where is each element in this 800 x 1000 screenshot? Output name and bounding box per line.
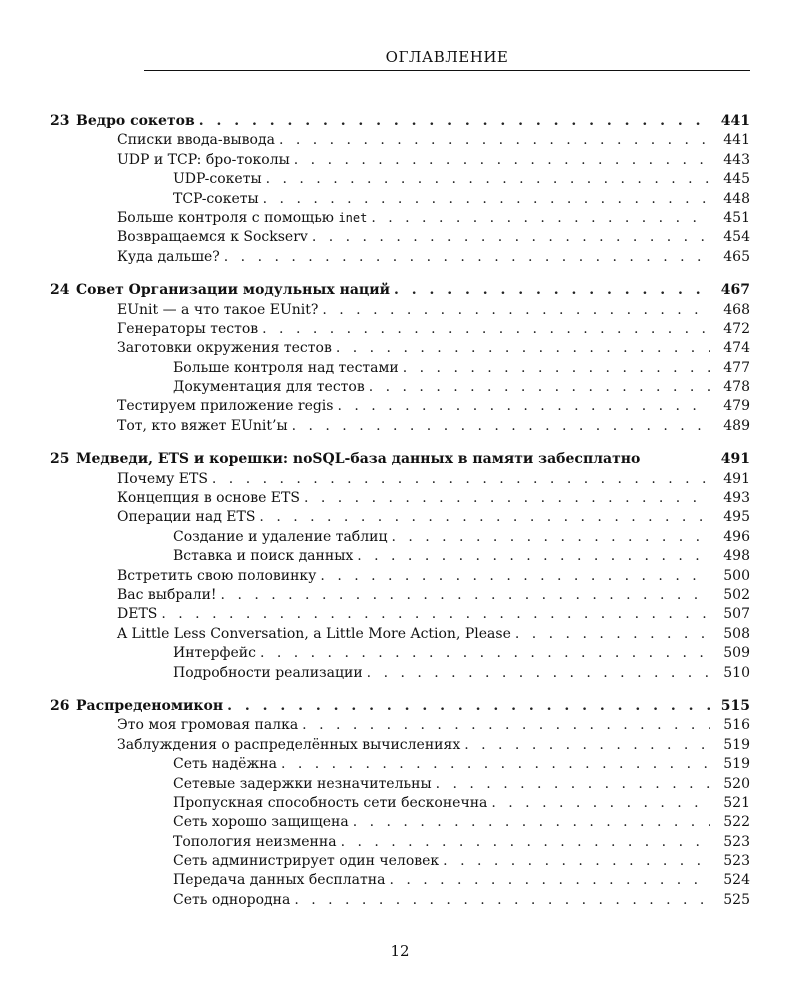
- entry-page: 500: [723, 567, 750, 584]
- dot-leader: [357, 547, 710, 566]
- dot-leader: [294, 151, 710, 170]
- dot-leader: [227, 697, 710, 716]
- toc-entry[interactable]: [50, 470, 750, 489]
- entry-title: [117, 586, 217, 605]
- chapter-number: 23: [50, 113, 70, 129]
- dot-leader: [263, 190, 710, 209]
- toc-entry[interactable]: [50, 813, 750, 832]
- toc-entry[interactable]: [50, 397, 750, 416]
- toc-chapter-heading[interactable]: [50, 112, 750, 131]
- entry-title-text: Сеть администрирует один человек: [173, 853, 440, 870]
- toc-entry[interactable]: [50, 339, 750, 358]
- entry-page: 468: [723, 301, 750, 318]
- entry-title-text: Почему ETS: [117, 470, 208, 487]
- dot-leader: [391, 528, 710, 547]
- entry-page: 523: [723, 833, 750, 850]
- entry-page: 448: [723, 190, 750, 207]
- entry-title-text: Тот, кто вяжет EUnit’ы: [117, 417, 288, 434]
- entry-page: 465: [723, 248, 750, 265]
- toc-chapter: [50, 281, 750, 436]
- toc-chapter-heading[interactable]: [50, 450, 750, 469]
- entry-title: [117, 301, 318, 320]
- entry-title: [117, 605, 157, 624]
- entry-page: 521: [723, 794, 750, 811]
- entry-page: 474: [723, 340, 750, 357]
- entry-title-text: Возвращаемся к Sockserv: [117, 229, 308, 246]
- toc-chapter: [50, 450, 750, 683]
- dot-leader: [337, 397, 710, 416]
- chapter-title: Распреденомикон: [76, 697, 224, 714]
- dot-leader: [199, 112, 710, 131]
- entry-title: [117, 470, 208, 489]
- entry-title: [117, 397, 333, 416]
- entry-page: 479: [723, 398, 750, 415]
- entry-page: 451: [723, 209, 750, 226]
- dot-leader: [224, 248, 710, 267]
- toc-entry[interactable]: [50, 716, 750, 735]
- entry-title: [173, 190, 259, 209]
- entry-title-text: Создание и удаление таблиц: [173, 528, 388, 545]
- dot-leader: [302, 716, 710, 735]
- entry-title-text: Подробности реализации: [173, 664, 363, 681]
- dot-leader: [403, 359, 710, 378]
- dot-leader: [367, 664, 710, 683]
- dot-leader: [389, 871, 710, 890]
- entry-title: [117, 151, 290, 170]
- entry-title-text: Это моя громовая палка: [117, 717, 299, 734]
- entry-page: 525: [723, 891, 750, 908]
- entry-title: [173, 359, 399, 378]
- chapter-page: 441: [720, 113, 750, 129]
- entry-title: [117, 248, 220, 267]
- toc-entry[interactable]: [50, 528, 750, 547]
- entry-title-text: Сеть однородна: [173, 891, 291, 908]
- toc-entry[interactable]: [50, 508, 750, 527]
- dot-leader: [322, 301, 710, 320]
- chapter-title: Ведро сокетов: [76, 113, 195, 129]
- chapter-page: 515: [720, 697, 750, 714]
- entry-page: 523: [723, 853, 750, 870]
- toc-entry[interactable]: [50, 228, 750, 247]
- entry-page: 520: [723, 775, 750, 792]
- dot-leader: [353, 813, 710, 832]
- toc-entry[interactable]: [50, 586, 750, 605]
- entry-page: 495: [723, 509, 750, 526]
- toc-entry[interactable]: [50, 417, 750, 436]
- toc-entry[interactable]: [50, 248, 750, 267]
- toc-entry[interactable]: [50, 320, 750, 339]
- toc-entry[interactable]: [50, 664, 750, 683]
- entry-title: [117, 716, 298, 735]
- entry-page: 509: [723, 645, 750, 662]
- entry-page: 508: [723, 625, 750, 642]
- entry-title: [117, 339, 332, 358]
- entry-title: [117, 417, 288, 436]
- entry-title-text: Заготовки окружения тестов: [117, 340, 332, 357]
- toc-entry[interactable]: [50, 378, 750, 397]
- toc-entry[interactable]: [50, 190, 750, 209]
- entry-title-text: Встретить свою половинку: [117, 567, 317, 584]
- entry-page: 489: [723, 417, 750, 434]
- entry-page: 524: [723, 872, 750, 889]
- entry-title: [173, 775, 432, 794]
- entry-page: 519: [723, 736, 750, 753]
- toc-chapter-heading[interactable]: [50, 697, 750, 716]
- toc-entry[interactable]: [50, 131, 750, 150]
- entry-page: 498: [723, 548, 750, 565]
- dot-leader: [341, 833, 710, 852]
- entry-title-text: Генераторы тестов: [117, 320, 259, 337]
- table-of-contents: [50, 112, 750, 924]
- dot-leader: [260, 644, 710, 663]
- toc-entry[interactable]: [50, 151, 750, 170]
- toc-entry[interactable]: [50, 794, 750, 813]
- entry-title-text: Топология неизменна: [173, 833, 337, 850]
- toc-entry[interactable]: [50, 625, 750, 644]
- chapter-number: 24: [50, 282, 70, 299]
- dot-leader: [266, 170, 710, 189]
- entry-title: [117, 320, 258, 339]
- toc-entry[interactable]: [50, 775, 750, 794]
- entry-page: 477: [723, 359, 750, 376]
- entry-page: 502: [723, 586, 750, 603]
- entry-title-text: TCP-сокеты: [173, 190, 259, 207]
- entry-title: [117, 508, 255, 527]
- toc-entry[interactable]: [50, 605, 750, 624]
- toc-entry[interactable]: [50, 644, 750, 663]
- toc-entry[interactable]: [50, 852, 750, 871]
- entry-code: inet: [338, 210, 368, 225]
- entry-title: [117, 625, 511, 644]
- entry-title-text: Больше контроля с помощью: [117, 209, 339, 226]
- entry-title-text: Заблуждения о распределённых вычислениях: [117, 736, 461, 753]
- entry-title: [173, 833, 337, 852]
- entry-title-text: Списки ввода-вывода: [117, 132, 275, 149]
- entry-title-text: UDP и TCP: бро-токолы: [117, 151, 290, 168]
- dot-leader: [259, 508, 710, 527]
- entry-title-text: Вставка и поиск данных: [173, 548, 354, 565]
- dot-leader: [212, 470, 710, 489]
- dot-leader: [294, 891, 710, 910]
- dot-leader: [394, 281, 710, 300]
- entry-page: 491: [723, 470, 750, 487]
- chapter-title: Медведи, ETS и корешки: noSQL-база данных в памяти забесплатно: [76, 451, 641, 468]
- entry-page: 519: [723, 756, 750, 773]
- entry-page: 454: [723, 229, 750, 246]
- entry-title: [173, 378, 365, 397]
- entry-title: [117, 131, 275, 150]
- entry-title: [173, 891, 290, 910]
- dot-leader: [281, 755, 710, 774]
- toc-entry[interactable]: [50, 489, 750, 508]
- entry-title: [173, 871, 385, 890]
- entry-page: 507: [723, 606, 750, 623]
- toc-entry[interactable]: [50, 567, 750, 586]
- entry-page: 516: [723, 717, 750, 734]
- entry-title-text: Сеть надёжна: [173, 756, 277, 773]
- toc-chapter: [50, 112, 750, 267]
- chapter-number: 26: [50, 697, 70, 714]
- entry-page: 522: [723, 814, 750, 831]
- entry-page: 493: [723, 490, 750, 507]
- page-number: 12: [390, 942, 410, 960]
- dot-leader: [371, 209, 710, 228]
- toc-chapter-heading[interactable]: [50, 281, 750, 300]
- entry-title: [173, 794, 487, 813]
- toc-entry[interactable]: [50, 833, 750, 852]
- entry-title: [173, 813, 349, 832]
- dot-leader: [464, 736, 710, 755]
- entry-page: 472: [723, 320, 750, 337]
- toc-entry[interactable]: [50, 209, 750, 228]
- entry-title-text: Куда дальше?: [117, 248, 220, 265]
- dot-leader: [436, 775, 710, 794]
- dot-leader: [369, 378, 710, 397]
- chapter-page: 491: [720, 451, 750, 468]
- entry-title-text: Документация для тестов: [173, 379, 365, 396]
- entry-title-text: Интерфейс: [173, 645, 256, 662]
- dot-leader: [336, 339, 710, 358]
- running-header: ОГЛАВЛЕНИЕ: [144, 48, 750, 71]
- entry-page: 445: [723, 171, 750, 188]
- dot-leader: [491, 794, 710, 813]
- chapter-page: 467: [720, 282, 750, 299]
- entry-title: [173, 547, 353, 566]
- entry-title: [173, 528, 387, 547]
- toc-chapter: [50, 697, 750, 910]
- entry-title: [173, 644, 256, 663]
- chapter-number: 25: [50, 451, 70, 468]
- entry-title: [117, 567, 316, 586]
- chapter-title: Совет Организации модульных наций: [76, 282, 391, 299]
- dot-leader: [320, 567, 710, 586]
- dot-leader: [279, 131, 710, 150]
- dot-leader: [262, 320, 710, 339]
- toc-entry[interactable]: [50, 359, 750, 378]
- toc-entry[interactable]: [50, 891, 750, 910]
- entry-title: [117, 736, 460, 755]
- entry-title: [173, 664, 363, 683]
- entry-title-text: DETS: [117, 606, 158, 623]
- entry-title-text: EUnit — а что такое EUnit?: [117, 301, 319, 318]
- entry-title: [117, 489, 300, 508]
- entry-title-text: Сетевые задержки незначительны: [173, 775, 432, 792]
- entry-title-text: Операции над ETS: [117, 509, 256, 526]
- dot-leader: [161, 605, 710, 624]
- toc-entry[interactable]: [50, 301, 750, 320]
- entry-title: [117, 228, 308, 247]
- entry-page: 443: [723, 151, 750, 168]
- dot-leader: [304, 489, 710, 508]
- entry-title-text: Пропускная способность сети бесконечна: [173, 794, 488, 811]
- entry-page: 478: [723, 379, 750, 396]
- entry-title-text: A Little Less Conversation, a Little More Action, Please: [117, 625, 511, 642]
- dot-leader: [221, 586, 710, 605]
- entry-title-text: Сеть хорошо защищена: [173, 814, 349, 831]
- entry-title: [173, 755, 277, 774]
- entry-title-text: Концепция в основе ETS: [117, 490, 300, 507]
- entry-title-text: Больше контроля над тестами: [173, 359, 399, 376]
- toc-entry[interactable]: [50, 871, 750, 890]
- dot-leader: [443, 852, 710, 871]
- entry-page: 510: [723, 664, 750, 681]
- toc-entry[interactable]: [50, 755, 750, 774]
- toc-entry[interactable]: [50, 736, 750, 755]
- dot-leader: [292, 417, 710, 436]
- entry-title-text: Тестируем приложение regis: [117, 398, 334, 415]
- entry-title-text: Вас выбрали!: [117, 586, 217, 603]
- entry-title: [117, 209, 367, 228]
- entry-title-text: UDP-сокеты: [173, 171, 262, 188]
- entry-title-text: Передача данных бесплатна: [173, 872, 386, 889]
- entry-title: [173, 852, 439, 871]
- entry-page: 441: [723, 132, 750, 149]
- entry-page: 496: [723, 528, 750, 545]
- dot-leader: [515, 625, 710, 644]
- toc-entry[interactable]: [50, 547, 750, 566]
- toc-entry[interactable]: [50, 170, 750, 189]
- entry-title: [173, 170, 262, 189]
- dot-leader: [312, 228, 710, 247]
